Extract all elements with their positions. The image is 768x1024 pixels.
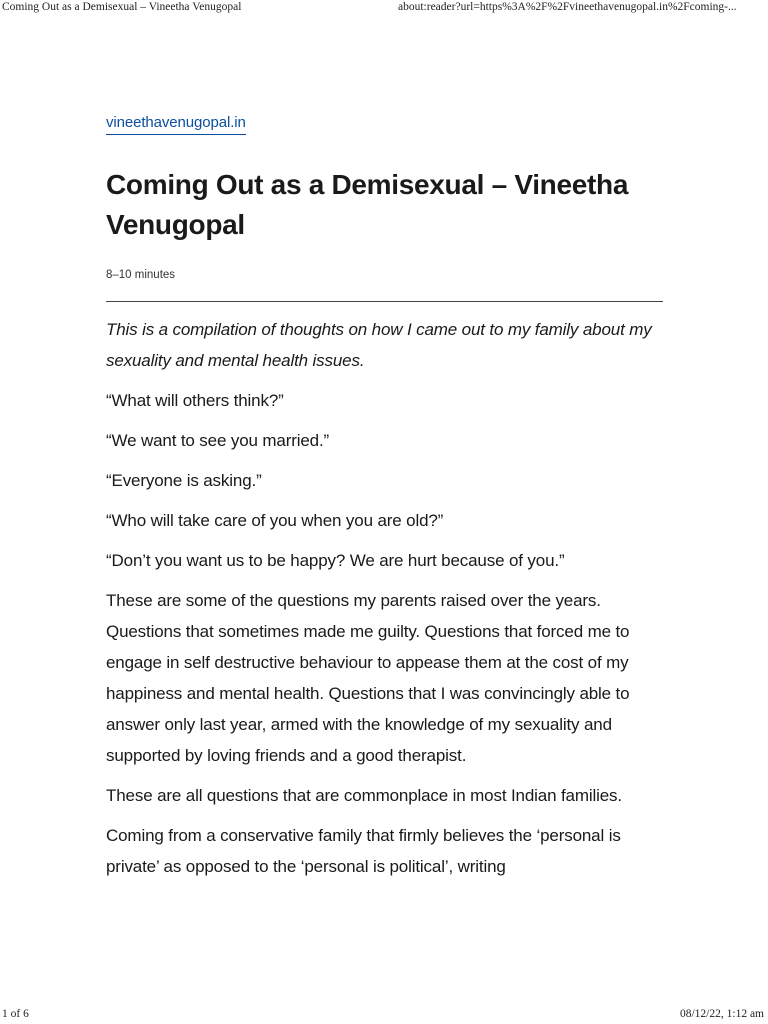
article-paragraph: These are all questions that are commonplace in most Indian families. bbox=[106, 786, 622, 805]
print-footer bbox=[0, 1008, 768, 1024]
article-paragraph: “Who will take care of you when you are old?” bbox=[106, 511, 444, 530]
header-divider bbox=[106, 301, 663, 302]
print-header-url: about:reader?url=https%3A%2F%2Fvineethavenugopal.in%2Fcoming-... bbox=[398, 1, 737, 13]
article-paragraph: “Don’t you want us to be happy? We are hurt because of you.” bbox=[106, 551, 565, 570]
article-paragraph: Coming from a conservative family that firmly believes the ‘personal is private’ as opposed to the ‘personal is political’, writing bbox=[106, 826, 621, 876]
source-domain-link[interactable]: vineethavenugopal.in bbox=[106, 114, 246, 135]
page-number: 1 of 6 bbox=[2, 1008, 29, 1020]
article-title: Coming Out as a Demisexual – Vineetha Venugopal bbox=[106, 169, 629, 240]
print-header-title: Coming Out as a Demisexual – Vineetha Venugopal bbox=[2, 1, 242, 13]
reading-time: 8–10 minutes bbox=[106, 269, 176, 281]
print-header bbox=[0, 0, 768, 20]
article-intro: This is a compilation of thoughts on how I came out to my family about my sexuality and mental health issues. bbox=[106, 320, 652, 370]
article-paragraph: “Everyone is asking.” bbox=[106, 471, 262, 490]
reader-article bbox=[106, 114, 664, 891]
print-date: 08/12/22, 1:12 am bbox=[679, 1008, 764, 1020]
article-paragraph: These are some of the questions my parents raised over the years. Questions that sometimes made me guilty. Questions that forced me to engage in self destructive behaviour to appease them at the cost of my happiness and mental health. Questions that I was convincingly able to answer only last year, armed with the knowledge of my sexuality and supported by loving friends and a good therapist. bbox=[106, 591, 630, 765]
article-body bbox=[106, 314, 664, 882]
article-paragraph: “We want to see you married.” bbox=[106, 431, 330, 450]
article-paragraph: “What will others think?” bbox=[106, 391, 284, 410]
